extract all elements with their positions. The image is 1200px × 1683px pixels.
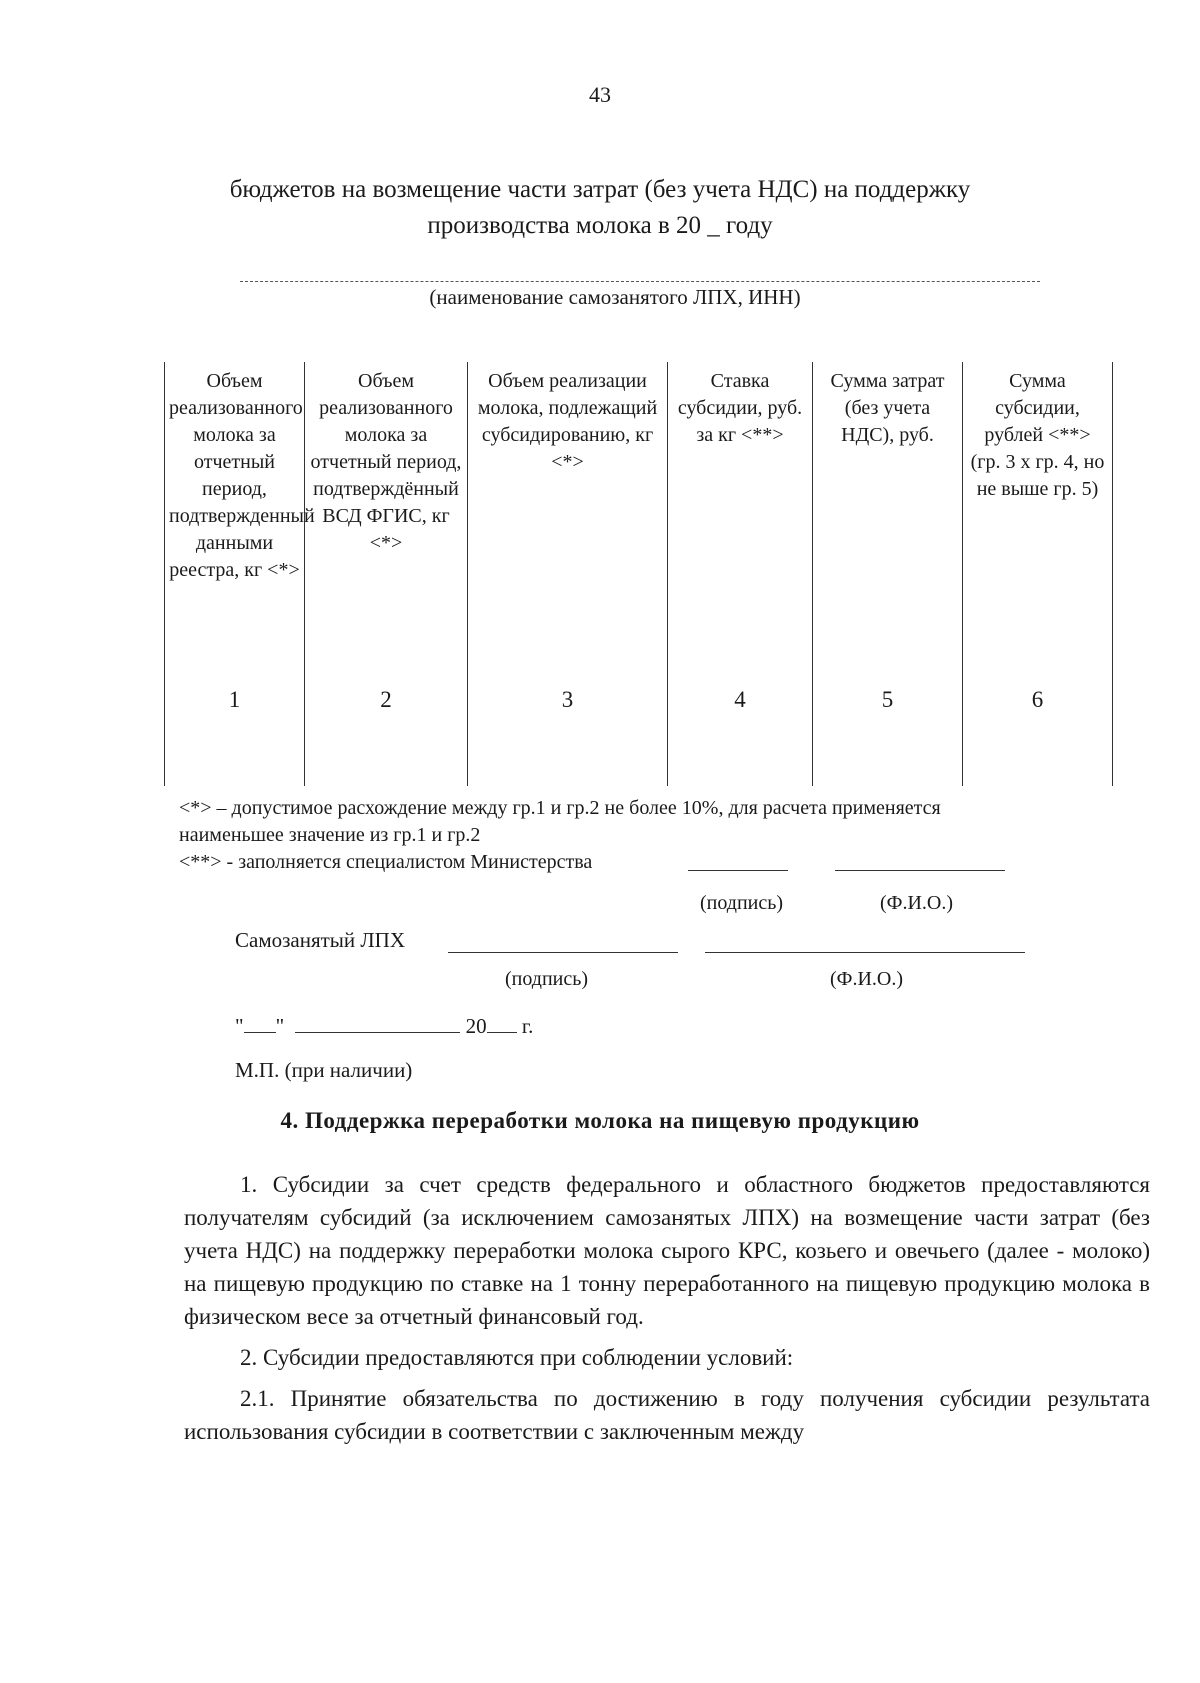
- selfemployed-label: Самозанятый ЛПХ: [235, 928, 405, 952]
- date-line: " " 20 г.: [235, 1014, 534, 1038]
- column-number: 5: [813, 668, 963, 730]
- specialist-fio-caption: (Ф.И.О.): [880, 892, 954, 914]
- table-header-cell: Сумма затрат (без учета НДС), руб.: [813, 362, 963, 668]
- stamp-note: М.П. (при наличии): [235, 1058, 413, 1082]
- column-number: 2: [305, 668, 468, 730]
- paragraph-1: 1. Субсидии за счет средств федерального и областного бюджетов предоставляются получателям субсидий (за исключением самозанятых ЛПХ) на возмещение части затрат (без учета НДС) на поддержку переработки молока сырого КРС, козьего и овечьего (далее - молоко) на пищевую продукцию по ставке на 1 тонну переработанного на пищевую продукцию молока в физическом весе за отчетный финансовый год.: [184, 1172, 1150, 1329]
- table-blank-row: [165, 730, 1113, 786]
- table-header-cell: Сумма субсидии, рублей <**> (гр. 3 х гр. 4, но не выше гр. 5): [963, 362, 1113, 668]
- specialist-signature-caption: (подпись): [700, 892, 784, 914]
- heading-line-1: бюджетов на возмещение части затрат (без учета НДС) на поддержку: [229, 176, 971, 203]
- note-1-line-1: <*> – допустимое расхождение между гр.1 и гр.2 не более 10%, для расчета применяется: [179, 797, 941, 819]
- body-text: [184, 1168, 1150, 1448]
- name-underline: [240, 281, 1040, 282]
- name-caption: (наименование самозанятого ЛПХ, ИНН): [429, 285, 801, 309]
- heading: [0, 172, 1200, 244]
- note-1: [179, 795, 1139, 849]
- table-number-row: [165, 668, 1113, 730]
- paragraph-2: 2. Субсидии предоставляются при соблюдении условий:: [240, 1345, 794, 1370]
- selfemployed-signature-caption: (подпись): [505, 968, 589, 990]
- heading-line-2: производства молока в 20 _ году: [427, 212, 773, 239]
- note-1-line-2: наименьшее значение из гр.1 и гр.2: [179, 824, 481, 846]
- table-header-cell: Объем реализованного молока за отчетный период, подтверждённый ВСД ФГИС, кг <*>: [305, 362, 468, 668]
- table-header-cell: Объем реализованного молока за отчетный период, подтвержденный данными реестра, кг <*>: [165, 362, 305, 668]
- table-header-cell: Объем реализации молока, подлежащий субсидированию, кг <*>: [468, 362, 668, 668]
- subsidy-table: [164, 362, 1113, 786]
- selfemployed-fio-caption: (Ф.И.О.): [830, 968, 904, 990]
- page-number: 43: [589, 82, 611, 107]
- column-number: 6: [963, 668, 1113, 730]
- table-header-cell: Ставка субсидии, руб. за кг <**>: [668, 362, 813, 668]
- column-number: 3: [468, 668, 668, 730]
- note-2: <**> - заполняется специалистом Министерства: [179, 851, 593, 873]
- paragraph-3: 2.1. Принятие обязательства по достижению в году получения субсидии результата использования субсидии в соответствии с заключенным между: [184, 1386, 1150, 1444]
- column-number: 1: [165, 668, 305, 730]
- section-title: 4. Поддержка переработки молока на пищевую продукцию: [280, 1108, 920, 1133]
- table-header-row: [165, 362, 1113, 668]
- column-number: 4: [668, 668, 813, 730]
